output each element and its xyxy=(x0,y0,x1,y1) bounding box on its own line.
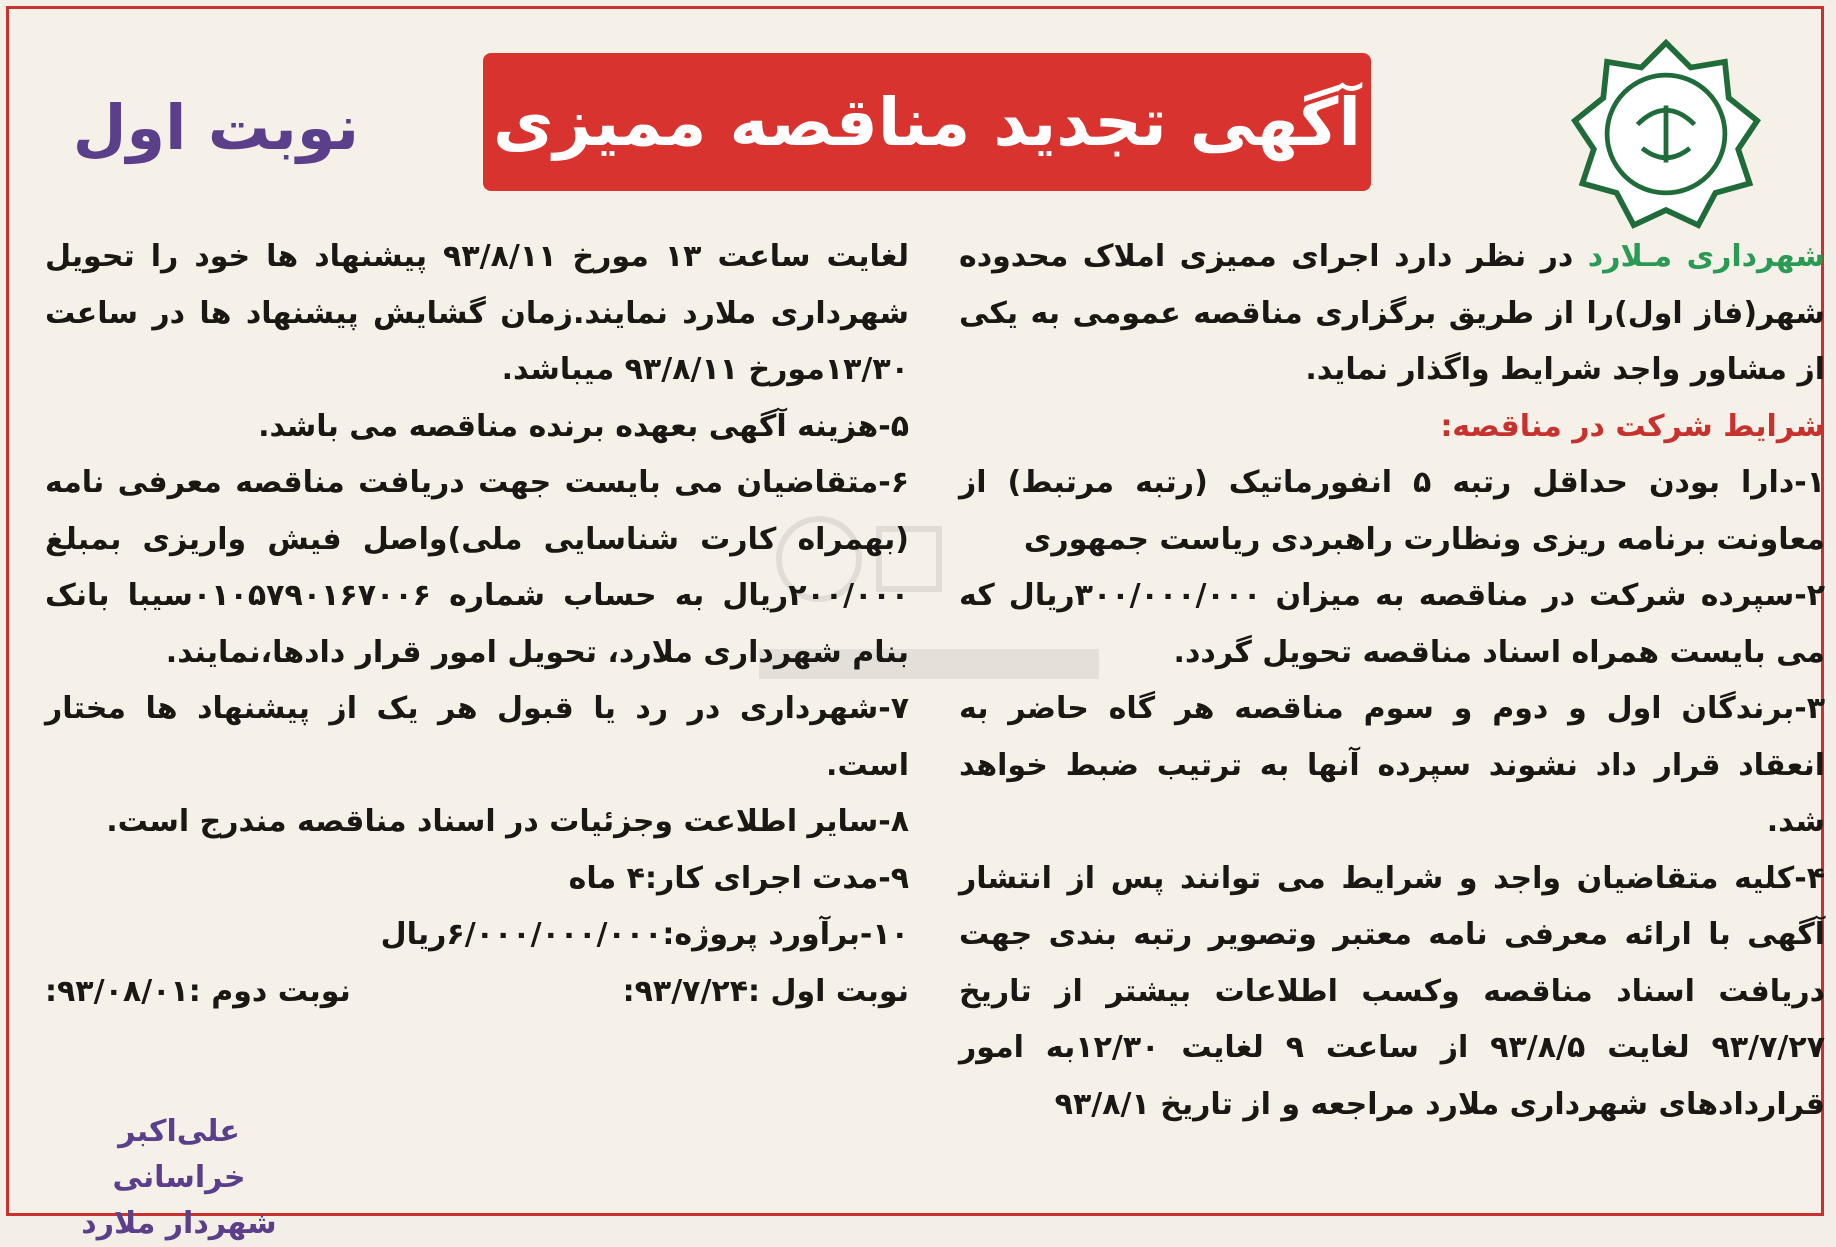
conditions-title: شرایط شرکت در مناقصه: xyxy=(1440,408,1825,444)
left-column xyxy=(45,229,909,1020)
intro-paragraph xyxy=(959,229,1825,399)
notice-frame xyxy=(6,6,1826,1241)
condition-item: ۱-دارا بودن حداقل رتبه ۵ انفورماتیک (رتبه مرتبط) از معاونت برنامه ریزی ونظارت راهبردی ریاست جمهوری xyxy=(959,465,1825,557)
signer-name: علی‌اکبر خراسانی xyxy=(112,1114,246,1195)
page-title: آگهی تجدید مناقصه ممیزی xyxy=(492,83,1362,161)
signature-block xyxy=(59,1109,299,1247)
condition-item: ۴-کلیه متقاضیان واجد و شرایط می توانند پس از انتشار آگهی با ارائه معرفی نامه معتبر وتصویر رتبه بندی جهت دریافت اسناد مناقصه وکسب اطلاعات بیشتر از تاریخ ۹۳/۷/۲۷ لغایت ۹۳/۸/۵ از ساعت ۹ لغایت ۱۲/۳۰به امور قراردادهای شهرداری ملارد مراجعه و از تاریخ ۹۳/۸/۱ xyxy=(959,860,1826,1122)
publish-dates xyxy=(45,964,909,1021)
condition-item: ۲-سپرده شرکت در مناقصه به میزان ۳۰۰/۰۰۰/۰۰۰ریال که می بایست همراه اسناد مناقصه تحویل گردد. xyxy=(959,578,1825,670)
condition-item: ۹-مدت اجرای کار:۴ ماه xyxy=(568,860,909,896)
org-name: شهرداری مـلارد xyxy=(1587,239,1825,274)
condition-item: ۱۰-برآورد پروژه:۶/۰۰۰/۰۰۰/۰۰۰ریال xyxy=(380,917,909,952)
condition-item: ۶-متقاضیان می بایست جهت دریافت مناقصه معرفی نامه (بهمراه کارت شناسایی ملی)واصل فیش واریزی بمبلغ ۲۰۰/۰۰۰ریال به حساب شماره ۰۱۰۵۷۹۰۱۶۷۰۰۶سیبا بانک بنام شهرداری ملارد، تحویل امور قرار دادها،نمایند. xyxy=(45,465,910,670)
condition-item: لغایت ساعت ۱۳ مورخ ۹۳/۸/۱۱ پیشنهاد ها خود را تحویل شهرداری ملارد نمایند.زمان گشایش پیشنهاد ها در ساعت ۱۳/۳۰مورخ ۹۳/۸/۱۱ میباشد. xyxy=(45,239,909,387)
municipality-logo xyxy=(1571,39,1761,229)
intro-text: در نظر دارد اجرای ممیزی املاک محدوده شهر(فاز اول)را از طریق برگزاری مناقصه عمومی به یکی از مشاور واجد شرایط واگذار نماید. xyxy=(959,239,1825,387)
right-column xyxy=(959,229,1825,1133)
signer-role: شهردار ملارد xyxy=(81,1206,277,1241)
title-banner xyxy=(483,53,1371,191)
condition-item: ۷-شهرداری در رد یا قبول هر یک از پیشنهاد ها مختار است. xyxy=(45,691,909,783)
second-publish-date: نوبت دوم :۹۳/۰۸/۰۱: xyxy=(45,973,351,1009)
first-publish-date: نوبت اول :۹۳/۷/۲۴: xyxy=(622,973,909,1009)
condition-item: ۵-هزینه آگهی بعهده برنده مناقصه می باشد. xyxy=(258,408,909,444)
condition-item: ۳-برندگان اول و دوم و سوم مناقصه هر گاه حاضر به انعقاد قرار داد نشوند سپرده آنها به ترتیب ضبط خواهد شد. xyxy=(959,691,1825,839)
condition-item: ۸-سایر اطلاعت وجزئیات در اسناد مناقصه مندرج است. xyxy=(106,804,909,839)
round-label: نوبت اول xyxy=(72,91,359,164)
